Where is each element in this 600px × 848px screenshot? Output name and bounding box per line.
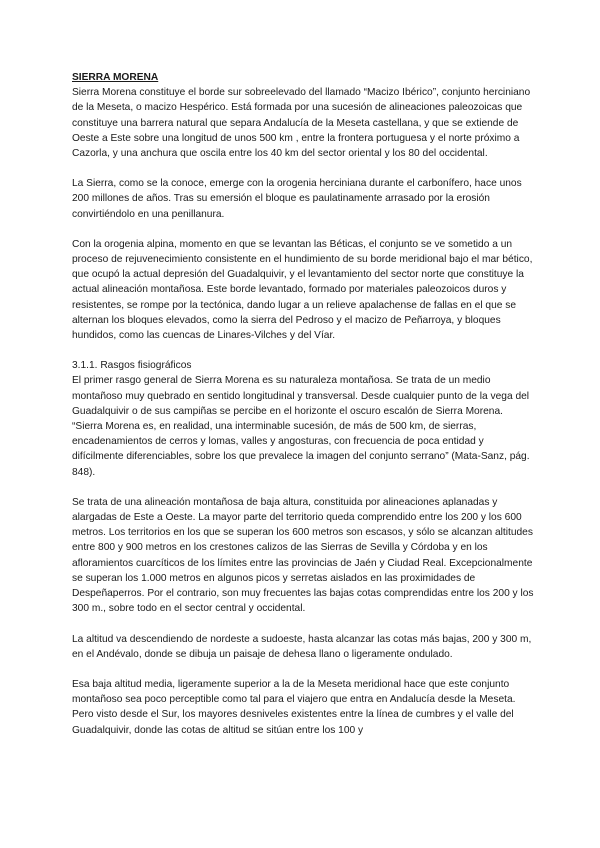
document-page bbox=[72, 70, 534, 738]
paragraph-rasgo-general: El primer rasgo general de Sierra Morena es su naturaleza montañosa. Se trata de un medio montañoso muy quebrado en sentido longitudinal y transversal. Desde cualquier punto de la vega del Guadalquivir o de sus campiñas se percibe en el horizonte el oscuro escalón de Sierra Morena. “Sierra Morena es, en realidad, una interminable sucesión, de más de 500 km, de sierras, encadenamientos de cerros y lomas, valles y angosturas, con frecuencia de poca entidad y difícilmente diferenciables, sobre los que prevalece la imagen del conjunto serrano” (Mata-Sanz, pág. 848). bbox=[72, 375, 530, 478]
paragraph-orogenia-herciniana: La Sierra, como se la conoce, emerge con la orogenia herciniana durante el carbonífero, hace unos 200 millones de años. Tras su emersión el bloque es paulatinamente arrasado por la erosión convirtiéndolo en una penillanura. bbox=[72, 178, 522, 220]
section-heading: 3.1.1. Rasgos fisiográficos bbox=[72, 360, 192, 372]
document-title: SIERRA MORENA bbox=[72, 72, 159, 83]
paragraph-orogenia-alpina: Con la orogenia alpina, momento en que se levantan las Béticas, el conjunto se ve sometido a un proceso de rejuvenecimiento consistente en el hundimiento de su borde meridional bajo el mar bético, que ocupó la actual depresión del Guadalquivir, y el levantamiento del sector norte que constituye la actual alineación montañosa. Este borde levantado, formado por materiales paleozoicos duros y resistentes, se rompe por la tectónica, dando lugar a un relieve apalachense de fallas en el que se alternan los bloques elevados, como la sierra del Pedroso y el macizo de Peñarroya, y bloques hundidos, como las cuencas de Linares-Vilches y del Víar. bbox=[72, 238, 533, 342]
paragraph-intro: Sierra Morena constituye el borde sur sobreelevado del llamado “Macizo Ibérico”, conjunto herciniano de la Meseta, o macizo Hespérico. Está formada por una sucesión de alineaciones paleozoicas que constituye una barrera natural que separa Andalucía de la Meseta castellana, y que se extiende de Oeste a Este sobre una longitud de unos 500 km , entre la frontera portuguesa y el norte próximo a Cazorla, y una anchura que oscila entre los 40 km del sector oriental y los 80 del occidental. bbox=[72, 87, 531, 160]
paragraph-baja-altitud-media: Esa baja altitud media, ligeramente superior a la de la Meseta meridional hace que este conjunto montañoso sea poco perceptible como tal para el viajero que entra en Andalucía desde la Meseta. Pero visto desde el Sur, los mayores desniveles existentes entre la línea de cumbres y el valle del Guadalquivir, donde las cotas de altitud se sitúan entre los 100 y bbox=[72, 678, 516, 736]
paragraph-baja-altura: Se trata de una alineación montañosa de baja altura, constituida por alineaciones aplanadas y alargadas de Este a Oeste. La mayor parte del territorio queda comprendido entre los 200 y los 600 metros. Los territorios en los que se superan los 600 metros son escasos, y sólo se alcanzan altitudes entre 800 y 900 metros en los crestones calizos de las Sierras de Sevilla y Córdoba y en los afloramientos cuarcíticos de los límites entre las provincias de Jaén y Ciudad Real. Excepcionalmente se superan los 1.000 metros en algunos picos y serretas aislados en las proximidades de Despeñaperros. Por el contrario, son muy frecuentes las bajas cotas comprendidas entre los 200 y los 300 m., sobre todo en el sector central y occidental. bbox=[72, 496, 534, 615]
paragraph-altitud: La altitud va descendiendo de nordeste a sudoeste, hasta alcanzar las cotas más bajas, 200 y 300 m, en el Andévalo, donde se dibuja un paisaje de dehesa llano o ligeramente ondulado. bbox=[72, 633, 532, 660]
